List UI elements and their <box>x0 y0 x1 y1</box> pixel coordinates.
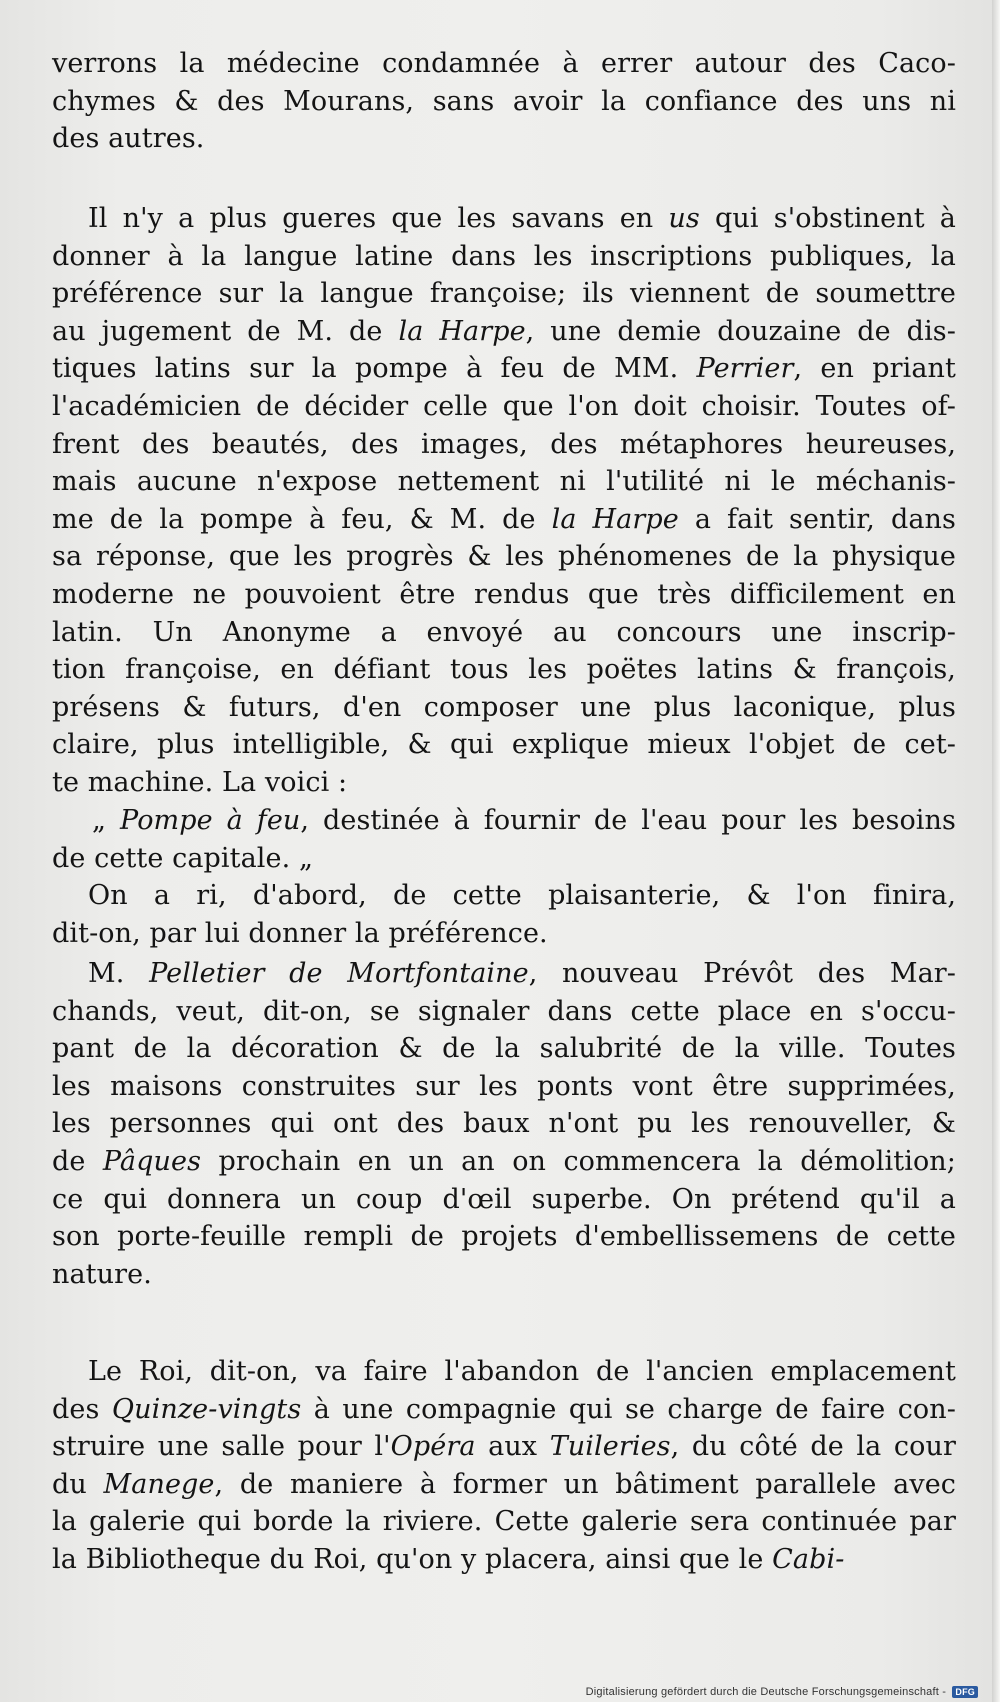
text-line <box>52 614 956 652</box>
inscription-quote <box>52 802 956 877</box>
paragraph-2 <box>52 200 956 802</box>
text-line <box>52 915 956 953</box>
text-segment: On a ri, d'abord, de cette plaisanterie, & l'on finira, <box>88 880 956 911</box>
text-segment: de cette capitale. „ <box>52 842 314 874</box>
text-line <box>52 426 956 464</box>
text-segment: ce qui donnera un coup d'œil superbe. On prétend qu'il a <box>52 1183 956 1215</box>
text-segment: la galerie qui borde la riviere. Cette galerie sera continuée par <box>52 1506 956 1538</box>
text-segment: Il n'y a plus gueres que les savans en <box>88 203 669 234</box>
text-line <box>52 1256 956 1294</box>
text-line <box>52 200 956 238</box>
italic-segment: Tuileries <box>549 1431 671 1463</box>
italic-segment: us <box>668 203 700 234</box>
text-segment: , une demie douzaine de dis- <box>525 315 956 347</box>
paragraph-5 <box>52 1353 956 1579</box>
text-line <box>52 1181 956 1219</box>
text-segment: les maisons construites sur les ponts vont être supprimées, <box>52 1070 956 1102</box>
text-line <box>52 1030 956 1068</box>
text-segment: donner à la langue latine dans les inscriptions publiques, la <box>52 240 956 272</box>
text-segment: son porte-feuille rempli de projets d'embellissemens de cette <box>52 1221 956 1253</box>
italic-segment: Pâques <box>102 1145 202 1177</box>
text-segment: frent des beautés, des images, des métaphores heureuses, <box>52 428 956 460</box>
text-segment: latin. Un Anonyme a envoyé au concours une inscrip- <box>52 616 956 648</box>
text-segment: „ <box>92 805 121 836</box>
text-segment: la Bibliotheque du Roi, qu'on y placera, ainsi que le <box>52 1543 773 1575</box>
text-segment: aux <box>475 1431 550 1463</box>
text-line <box>52 238 956 276</box>
text-segment: présens & futurs, d'en composer une plus laconique, plus <box>52 691 956 723</box>
text-line <box>52 726 956 764</box>
italic-segment: Quinze-vingts <box>111 1393 302 1425</box>
text-line <box>52 1503 956 1541</box>
text-line <box>52 764 956 802</box>
text-segment: , destinée à fournir de l'eau pour les besoins <box>300 805 956 836</box>
italic-segment: la Harpe <box>551 503 679 535</box>
text-line <box>52 1466 956 1504</box>
text-segment: dit-on, par lui donner la préférence. <box>52 917 548 949</box>
text-segment: préférence sur la langue françoise; ils viennent de soumettre <box>52 278 956 310</box>
text-segment: M. <box>88 958 150 989</box>
text-segment: te machine. La voici : <box>52 766 348 798</box>
text-segment: mais aucune n'expose nettement ni l'utilité ni le méchanis- <box>52 466 956 498</box>
italic-segment: Cabi- <box>772 1543 845 1575</box>
italic-segment: Pelletier de Mortfontaine <box>149 958 529 989</box>
credit-text: Digitalisierung gefördert durch die Deutsche Forschungsgemeinschaft - <box>585 1685 947 1698</box>
text-segment: verrons la médecine condamnée à errer autour des Caco- <box>52 48 956 79</box>
text-segment: , en priant <box>793 353 956 385</box>
text-segment: moderne ne pouvoient être rendus que très difficilement en <box>52 578 956 610</box>
paragraph-3 <box>52 877 956 952</box>
text-line <box>52 1105 956 1143</box>
text-segment: struire une salle pour l' <box>52 1431 391 1463</box>
text-line <box>52 1391 956 1429</box>
text-line <box>52 1218 956 1256</box>
text-segment: nature. <box>52 1258 152 1290</box>
text-segment: de <box>52 1145 103 1177</box>
italic-segment: Opéra <box>390 1431 476 1463</box>
text-segment: des <box>52 1393 112 1425</box>
text-line <box>52 651 956 689</box>
text-segment: à une compagnie qui se charge de faire con- <box>301 1393 957 1425</box>
text-segment: prochain en un an on commencera la démolition; <box>201 1145 956 1177</box>
paragraph-4 <box>52 955 956 1293</box>
dfg-logo-badge: DFG <box>952 1686 978 1698</box>
text-segment: , nouveau Prévôt des Mar- <box>528 958 956 989</box>
text-line <box>52 45 956 83</box>
text-segment: claire, plus intelligible, & qui explique mieux l'objet de cet- <box>52 729 956 761</box>
text-line <box>52 275 956 313</box>
text-line <box>52 463 956 501</box>
text-line <box>52 350 956 388</box>
text-segment: les personnes qui ont des baux n'ont pu les renouveller, & <box>52 1108 956 1140</box>
text-line <box>52 313 956 351</box>
text-line <box>52 1068 956 1106</box>
text-segment: sa réponse, que les progrès & les phénomenes de la physique <box>52 541 956 573</box>
text-segment: chymes & des Mourans, sans avoir la confiance des uns ni <box>52 85 956 117</box>
text-line <box>52 802 956 840</box>
text-line <box>52 877 956 915</box>
text-line <box>52 993 956 1031</box>
page-edge <box>992 0 1000 1702</box>
text-segment: , de maniere à former un bâtiment parallele avec <box>214 1468 957 1500</box>
text-segment: tiques latins sur la pompe à feu de MM. <box>52 353 697 385</box>
text-segment: tion françoise, en défiant tous les poëtes latins & françois, <box>52 654 956 686</box>
text-line <box>52 576 956 614</box>
text-line <box>52 1541 956 1579</box>
italic-segment: Pompe à feu <box>120 805 301 836</box>
text-segment: pant de la décoration & de la salubrité de la ville. Toutes <box>52 1033 956 1065</box>
italic-segment: Manege <box>103 1468 215 1500</box>
text-line <box>52 840 956 878</box>
text-segment: me de la pompe à feu, & M. de <box>52 503 552 535</box>
text-line <box>52 689 956 727</box>
italic-segment: Perrier <box>696 353 794 385</box>
text-line <box>52 1353 956 1391</box>
text-segment: chands, veut, dit-on, se signaler dans cette place en s'occu- <box>52 995 956 1027</box>
italic-segment: la Harpe <box>398 315 526 347</box>
text-line <box>52 120 956 158</box>
digitization-credit <box>586 1686 978 1698</box>
text-segment: l'académicien de décider celle que l'on doit choisir. Toutes of- <box>52 390 956 422</box>
text-line <box>52 1428 956 1466</box>
text-line <box>52 538 956 576</box>
text-segment: du <box>52 1468 104 1500</box>
text-segment: au jugement de M. de <box>52 315 399 347</box>
text-line <box>52 955 956 993</box>
text-line <box>52 83 956 121</box>
text-line <box>52 388 956 426</box>
text-line <box>52 501 956 539</box>
text-segment: , du côté de la cour <box>670 1431 956 1463</box>
text-segment: Le Roi, dit-on, va faire l'abandon de l'ancien emplacement <box>88 1356 956 1387</box>
text-segment: qui s'obstinent à <box>699 203 956 234</box>
text-segment: a fait sentir, dans <box>678 503 956 535</box>
text-line <box>52 1143 956 1181</box>
text-segment: des autres. <box>52 123 205 155</box>
paragraph-1 <box>52 45 956 158</box>
